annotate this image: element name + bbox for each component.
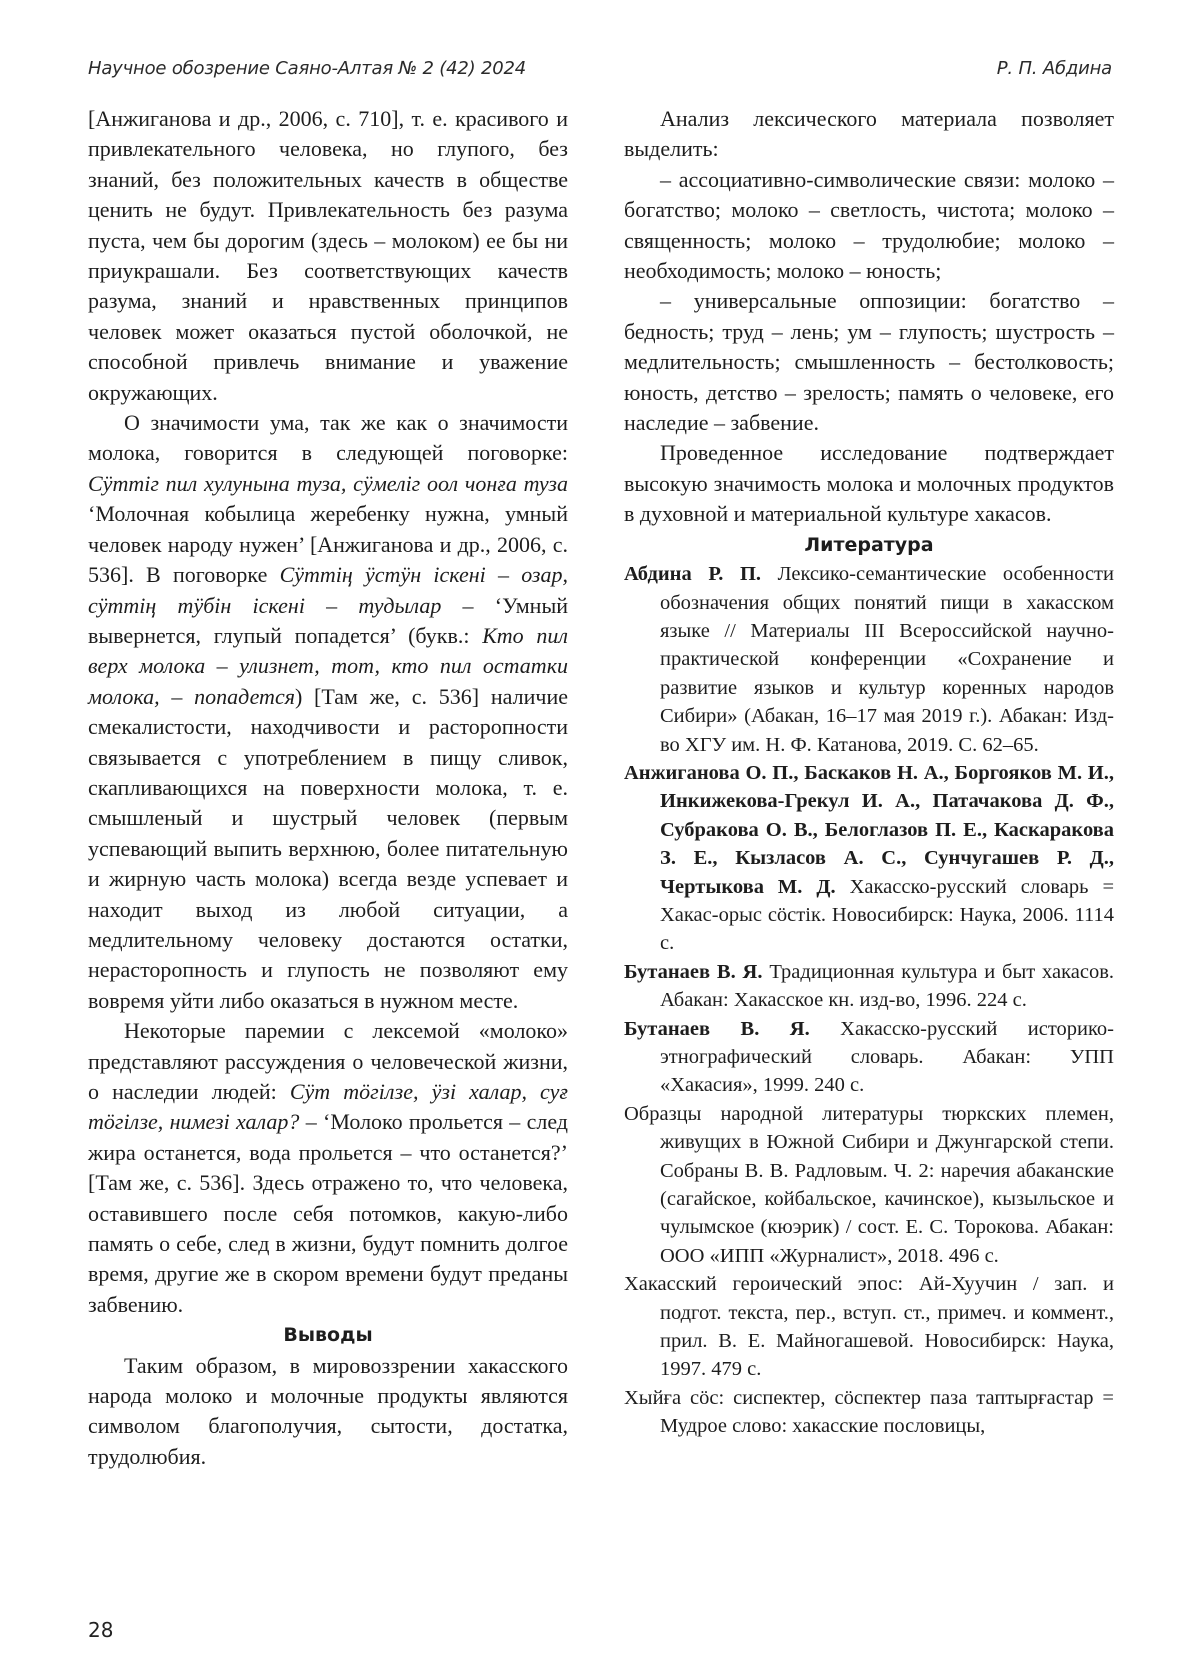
left-column: [88, 104, 568, 1472]
paragraph-analysis: Анализ лексического материала позволяет выделить:: [624, 106, 1114, 162]
paragraph-paremias: Некоторые паремии с лексемой «молоко» представляют рассуждения о человеческой жизни, о наследии людей: Сӱт тӧгiлзе, ӱзi халар, суғ тӧгiлзе, нимезi халар? – ‘Молоко прольется – след жира останется, вода прольется – что останется?’ [Там же, с. 536]. Здесь отражено то, что человека, оставившего после себя потомков, какую-либо память о себе, след в жизни, будут помнить долгое время, другие же в скором времени будут преданы забвению.: [88, 1018, 568, 1317]
reference-item: Образцы народной литературы тюркских племен, живущих в Южной Сибири и Джунгарской степи. Собраны В. В. Радловым. Ч. 2: наречия абаканские (сагайское, койбальское, качинское), кызыльское и чулымское (кюэрик) / сост. Е. С. Торокова. Абакан: ООО «ИПП «Журналист», 2018. 496 с.: [624, 1102, 1114, 1267]
reference-list: [624, 560, 1114, 1441]
reference-item: Анжиганова О. П., Баскаков Н. А., Боргояков М. И., Инкижекова-Грекул И. А., Патачакова Д. Ф., Субракова О. В., Белоглазов П. Е., Каскаракова З. Е., Кызласов А. С., Сунчугашев Р. Д., Чертыкова М. Д. Хакасско-русский словарь = Хакас-орыс сӧстiк. Новосибирск: Наука, 2006. 1114 с.: [624, 761, 1114, 955]
list-item-associations: – ассоциативно-символические связи: молоко – богатство; молоко – светлость, чистота; молоко – священность; молоко – трудолюбие; молоко – необходимость; молоко – юность;: [624, 166, 1114, 284]
list-item-oppositions: – универсальные оппозиции: богатство – бедность; труд – лень; ум – глупость; шустрость – медлительность; смышленность – бестолковость; юность, детство – зрелость; память о человеке, его наследие – забвение.: [624, 288, 1114, 436]
reference-item: Хыйға сӧс: сиспектер, сӧспектер паза таптырғастар = Мудрое слово: хакасские пословицы,: [624, 1386, 1114, 1438]
literal-translation: Кто пил верх молока – улизнет, тот, кто пил остатки молока, – попадется: [88, 622, 568, 709]
reference-item: Бутанаев В. Я. Хакасско-русский историко-этнографический словарь. Абакан: УПП «Хакасия», 1999. 240 с.: [624, 1017, 1114, 1097]
paragraph-conclusion: Таким образом, в мировоззрении хакасского народа молоко и молочные продукты являются символом благополучия, сытости, достатка, трудолюбия.: [88, 1352, 568, 1469]
right-column: [624, 104, 1114, 1441]
reference-item: Абдина Р. П. Лексико-семантические особенности обозначения общих понятий пищи в хакасском языке // Материалы III Всероссийской научно-практической конференции «Сохранение и развитие языков и культур коренных народов Сибири» (Абакан, 16–17 мая 2019 г.). Абакан: Изд-во ХГУ им. Н. Ф. Катанова, 2019. С. 62–65.: [624, 563, 1114, 756]
reference-item: Бутанаев В. Я. Традиционная культура и быт хакасов. Абакан: Хакасское кн. изд-во, 1996. 224 с.: [624, 960, 1114, 1012]
running-header-author: Р. П. Абдина: [996, 58, 1112, 79]
khakas-proverb: Сӱттiң ӱстӱн iскенi – озар, сӱттiң тӱбiн iскенi – тудылар: [88, 562, 568, 618]
section-heading-conclusions: Выводы: [283, 1324, 373, 1347]
reference-item: Хакасский героический эпос: Ай-Хуучин / зап. и подгот. текста, пер., вступ. ст., примеч. и коммент., прил. В. Е. Майногашевой. Новосибирск: Наука, 1997. 479 с.: [624, 1273, 1114, 1381]
khakas-proverb: Сӱт тӧгiлзе, ӱзi халар, суғ тӧгiлзе, нимезi халар?: [88, 1079, 568, 1135]
running-header-journal: Научное обозрение Саяно-Алтая № 2 (42) 2024: [88, 58, 526, 79]
paragraph-continued: [Анжиганова и др., 2006, с. 710], т. е. красивого и привлекательного человека, но глупого, без знаний, без положительных качеств в обществе ценить не будут. Привлекательность без разума пуста, чем бы дорогим (здесь – молоком) ее бы ни приукрашали. Без соответствующих качеств разума, знаний и нравственных принципов человек может оказаться пустой оболочкой, не способной привлечь внимание и уважение окружающих.: [88, 106, 568, 405]
section-heading-references: Литература: [804, 533, 934, 556]
paragraph-research-summary: Проведенное исследование подтверждает высокую значимость молока и молочных продуктов в духовной и материальной культуре хакасов.: [624, 440, 1114, 527]
paragraph-proverb-mind: О значимости ума, так же как о значимости молока, говорится в следующей поговорке: Сӱттіг пил хулунына туза, сӱмелiг оол чонға туза ‘Молочная кобылица жеребенку нужна, умный человек народу нужен’ [Анжиганова и др., 2006, с. 536]. В поговорке Сӱттiң ӱстӱн iскенi – озар, сӱттiң тӱбiн iскенi – тудылар – ‘Умный вывернется, глупый попадется’ (букв.: Кто пил верх молока – улизнет, тот, кто пил остатки молока, – попадется) [Там же, с. 536] наличие смекалистости, находчивости и расторопности связывается с употреблением в пищу сливок, скапливающихся на поверхности молока, т. е. смышленый и шустрый человек (первым успевающий выпить верхнюю, более питательную и жирную часть молока) всегда везде успевает и находит выход из любой ситуации, а медлительному человеку достаются остатки, нерасторопность и глупость не позволяют ему вовремя уйти либо оказаться в нужном месте.: [88, 410, 568, 1013]
khakas-proverb: Сӱттіг пил хулунына туза, сӱмелiг оол чонға туза: [88, 470, 568, 496]
page-number: 28: [88, 1618, 114, 1642]
